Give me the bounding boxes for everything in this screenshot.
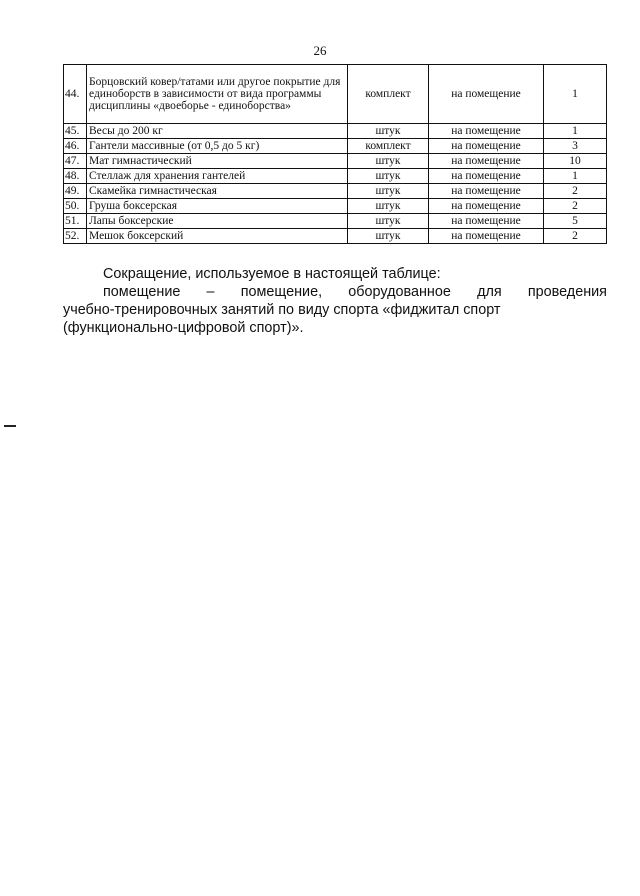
row-number: 49. <box>64 184 87 199</box>
row-number: 44. <box>64 65 87 124</box>
page-number: 26 <box>313 43 327 58</box>
quantity: 5 <box>544 214 607 229</box>
note-word: проведения <box>527 284 607 300</box>
margin-mark <box>4 425 16 427</box>
quantity: 3 <box>544 139 607 154</box>
unit-of-measure: комплект <box>348 65 429 124</box>
allocation: на помещение <box>429 139 544 154</box>
table-row <box>64 65 607 124</box>
allocation: на помещение <box>429 154 544 169</box>
table-row <box>64 154 607 169</box>
table-row <box>64 199 607 214</box>
table-row <box>64 214 607 229</box>
row-number: 46. <box>64 139 87 154</box>
table-row <box>64 139 607 154</box>
item-name: Борцовский ковер/татами или другое покрытие для единоборств в зависимости от вида программы дисциплины «двоеборье - единоборства» <box>87 65 348 124</box>
row-number: 50. <box>64 199 87 214</box>
allocation: на помещение <box>429 169 544 184</box>
allocation: на помещение <box>429 214 544 229</box>
note-definition-line <box>63 283 607 301</box>
unit-of-measure: комплект <box>348 139 429 154</box>
item-name: Груша боксерская <box>87 199 348 214</box>
item-name: Весы до 200 кг <box>87 124 348 139</box>
row-number: 47. <box>64 154 87 169</box>
row-number: 52. <box>64 229 87 244</box>
allocation: на помещение <box>429 184 544 199</box>
quantity: 2 <box>544 184 607 199</box>
note-word: помещение, <box>240 284 323 300</box>
quantity: 2 <box>544 199 607 214</box>
unit-of-measure: штук <box>348 214 429 229</box>
table-row <box>64 124 607 139</box>
abbreviation-note <box>63 265 607 337</box>
note-word: помещение <box>103 284 181 300</box>
quantity: 1 <box>544 65 607 124</box>
note-intro: Сокращение, используемое в настоящей таблице: <box>103 266 441 282</box>
unit-of-measure: штук <box>348 124 429 139</box>
unit-of-measure: штук <box>348 184 429 199</box>
item-name: Скамейка гимнастическая <box>87 184 348 199</box>
row-number: 48. <box>64 169 87 184</box>
table-row <box>64 169 607 184</box>
unit-of-measure: штук <box>348 229 429 244</box>
table-row <box>64 229 607 244</box>
quantity: 1 <box>544 169 607 184</box>
item-name: Стеллаж для хранения гантелей <box>87 169 348 184</box>
note-continuation: учебно-тренировочных занятий по виду спорта «фиджитал спорт (функционально-цифровой спорт)». <box>63 302 501 336</box>
row-number: 51. <box>64 214 87 229</box>
quantity: 2 <box>544 229 607 244</box>
item-name: Гантели массивные (от 0,5 до 5 кг) <box>87 139 348 154</box>
note-word: для <box>477 284 502 300</box>
table-row <box>64 184 607 199</box>
allocation: на помещение <box>429 199 544 214</box>
equipment-table-body <box>64 65 607 244</box>
quantity: 10 <box>544 154 607 169</box>
unit-of-measure: штук <box>348 199 429 214</box>
item-name: Лапы боксерские <box>87 214 348 229</box>
quantity: 1 <box>544 124 607 139</box>
item-name: Мешок боксерский <box>87 229 348 244</box>
equipment-table <box>63 64 607 244</box>
unit-of-measure: штук <box>348 169 429 184</box>
note-word: оборудованное <box>348 284 451 300</box>
allocation: на помещение <box>429 229 544 244</box>
note-word: – <box>206 284 215 300</box>
row-number: 45. <box>64 124 87 139</box>
allocation: на помещение <box>429 65 544 124</box>
unit-of-measure: штук <box>348 154 429 169</box>
item-name: Мат гимнастический <box>87 154 348 169</box>
allocation: на помещение <box>429 124 544 139</box>
